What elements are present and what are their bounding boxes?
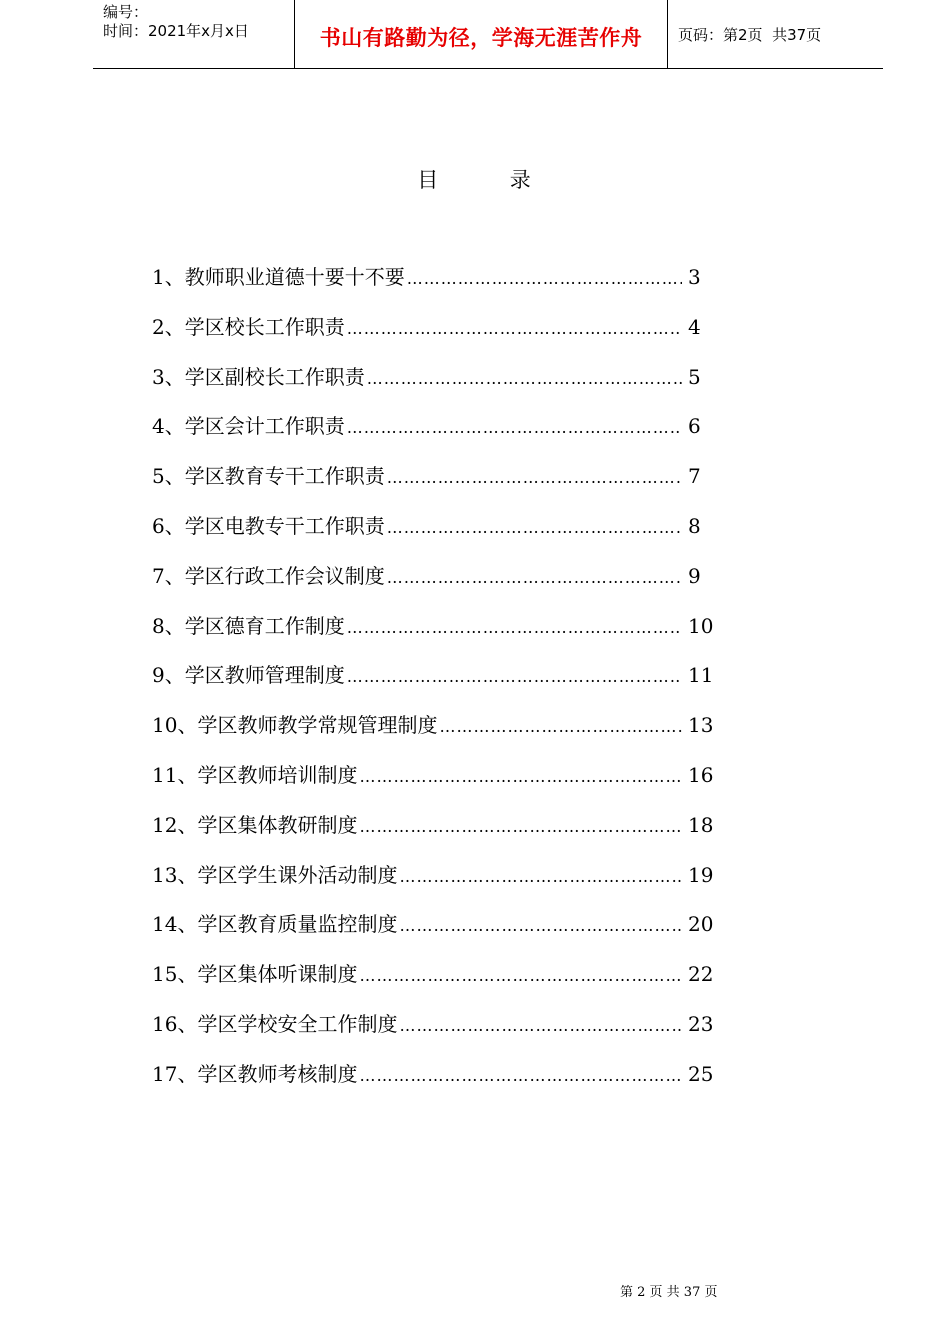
page-footer: 第 2 页 共 37 页 bbox=[620, 1285, 718, 1300]
toc-entry[interactable] bbox=[152, 759, 712, 809]
toc-leader-dots bbox=[399, 867, 682, 886]
page-header bbox=[93, 0, 883, 69]
toc-leader-dots bbox=[347, 618, 682, 637]
toc-leader-dots bbox=[399, 1016, 682, 1035]
header-page-label: 页码：第2页 共37页 bbox=[678, 26, 822, 44]
toc-entry-title: 12、学区集体教研制度 bbox=[152, 812, 358, 837]
toc-leader-dots bbox=[387, 568, 682, 587]
toc-entry-page: 4 bbox=[688, 314, 701, 339]
toc-entry-page: 3 bbox=[688, 265, 701, 289]
toc-leader-dots bbox=[359, 966, 682, 985]
toc-entry-page: 5 bbox=[688, 364, 701, 389]
toc-entry-title: 1、教师职业道德十要十不要 bbox=[152, 265, 405, 289]
toc-entry-page: 18 bbox=[688, 812, 714, 837]
toc-entry[interactable] bbox=[152, 610, 712, 660]
toc-leader-dots bbox=[387, 468, 682, 487]
toc-entry[interactable] bbox=[152, 958, 712, 1008]
toc-entry-title: 16、学区学校安全工作制度 bbox=[152, 1011, 398, 1036]
toc-leader-dots bbox=[347, 418, 682, 437]
toc-entry[interactable] bbox=[152, 709, 712, 759]
toc-leader-dots bbox=[347, 667, 682, 686]
toc-entry-title: 5、学区教育专干工作职责 bbox=[152, 464, 385, 489]
toc-entry-title: 9、学区教师管理制度 bbox=[152, 663, 345, 688]
toc-entry-title: 13、学区学生课外活动制度 bbox=[152, 862, 398, 887]
header-motto-cell bbox=[295, 0, 668, 68]
toc-entry-page: 25 bbox=[688, 1061, 714, 1086]
header-page-cell bbox=[668, 0, 883, 68]
toc-entry-page: 19 bbox=[688, 862, 714, 887]
toc-entry-title: 10、学区教师教学常规管理制度 bbox=[152, 713, 438, 738]
toc-leader-dots bbox=[359, 1066, 682, 1085]
toc-entry[interactable] bbox=[152, 311, 712, 361]
toc-entry-page: 13 bbox=[688, 713, 714, 738]
toc-entry-page: 7 bbox=[688, 464, 701, 489]
toc-leader-dots bbox=[407, 269, 682, 288]
toc-leader-dots bbox=[359, 817, 682, 836]
toc-entry-page: 20 bbox=[688, 912, 714, 937]
toc-entry[interactable] bbox=[152, 410, 712, 460]
toc-entry-title: 15、学区集体听课制度 bbox=[152, 962, 358, 987]
toc-entry-page: 23 bbox=[688, 1011, 714, 1036]
toc-entry-page: 6 bbox=[688, 414, 701, 439]
toc-entry-title: 8、学区德育工作制度 bbox=[152, 613, 345, 638]
serial-label: 编号： bbox=[103, 3, 149, 21]
toc-entry[interactable] bbox=[152, 859, 712, 909]
toc-entry[interactable] bbox=[152, 510, 712, 560]
toc-entry[interactable] bbox=[152, 908, 712, 958]
toc-entry-title: 17、学区教师考核制度 bbox=[152, 1061, 358, 1086]
toc-entry[interactable] bbox=[152, 659, 712, 709]
toc-leader-dots bbox=[347, 319, 682, 338]
toc-entry-page: 16 bbox=[688, 762, 714, 787]
toc-entry-title: 4、学区会计工作职责 bbox=[152, 414, 345, 439]
toc-entry-page: 10 bbox=[688, 613, 714, 638]
toc-entry-title: 2、学区校长工作职责 bbox=[152, 314, 345, 339]
toc-leader-dots bbox=[367, 369, 682, 388]
toc-entry[interactable] bbox=[152, 361, 712, 411]
toc-leader-dots bbox=[439, 717, 682, 736]
toc-leader-dots bbox=[399, 916, 682, 935]
toc-leader-dots bbox=[387, 518, 682, 537]
toc-title: 目 录 bbox=[417, 168, 533, 192]
toc-list bbox=[152, 261, 712, 1108]
motto-text: 书山有路勤为径，学海无涯苦作舟 bbox=[319, 26, 643, 50]
toc-entry[interactable] bbox=[152, 1008, 712, 1058]
toc-entry-title: 3、学区副校长工作职责 bbox=[152, 364, 365, 389]
toc-entry-title: 7、学区行政工作会议制度 bbox=[152, 563, 385, 588]
toc-entry[interactable] bbox=[152, 261, 712, 311]
toc-entry-page: 9 bbox=[688, 563, 701, 588]
time-label: 时间：2021年x月x日 bbox=[103, 22, 249, 40]
header-info-cell bbox=[93, 0, 295, 68]
toc-entry[interactable] bbox=[152, 560, 712, 610]
toc-entry[interactable] bbox=[152, 1058, 712, 1108]
toc-entry-page: 8 bbox=[688, 513, 701, 538]
toc-entry[interactable] bbox=[152, 460, 712, 510]
toc-entry-title: 11、学区教师培训制度 bbox=[152, 762, 358, 787]
toc-entry[interactable] bbox=[152, 809, 712, 859]
toc-entry-title: 14、学区教育质量监控制度 bbox=[152, 912, 398, 937]
toc-entry-page: 11 bbox=[688, 663, 714, 688]
toc-leader-dots bbox=[359, 767, 682, 786]
toc-entry-title: 6、学区电教专干工作职责 bbox=[152, 513, 385, 538]
toc-entry-page: 22 bbox=[688, 962, 714, 987]
